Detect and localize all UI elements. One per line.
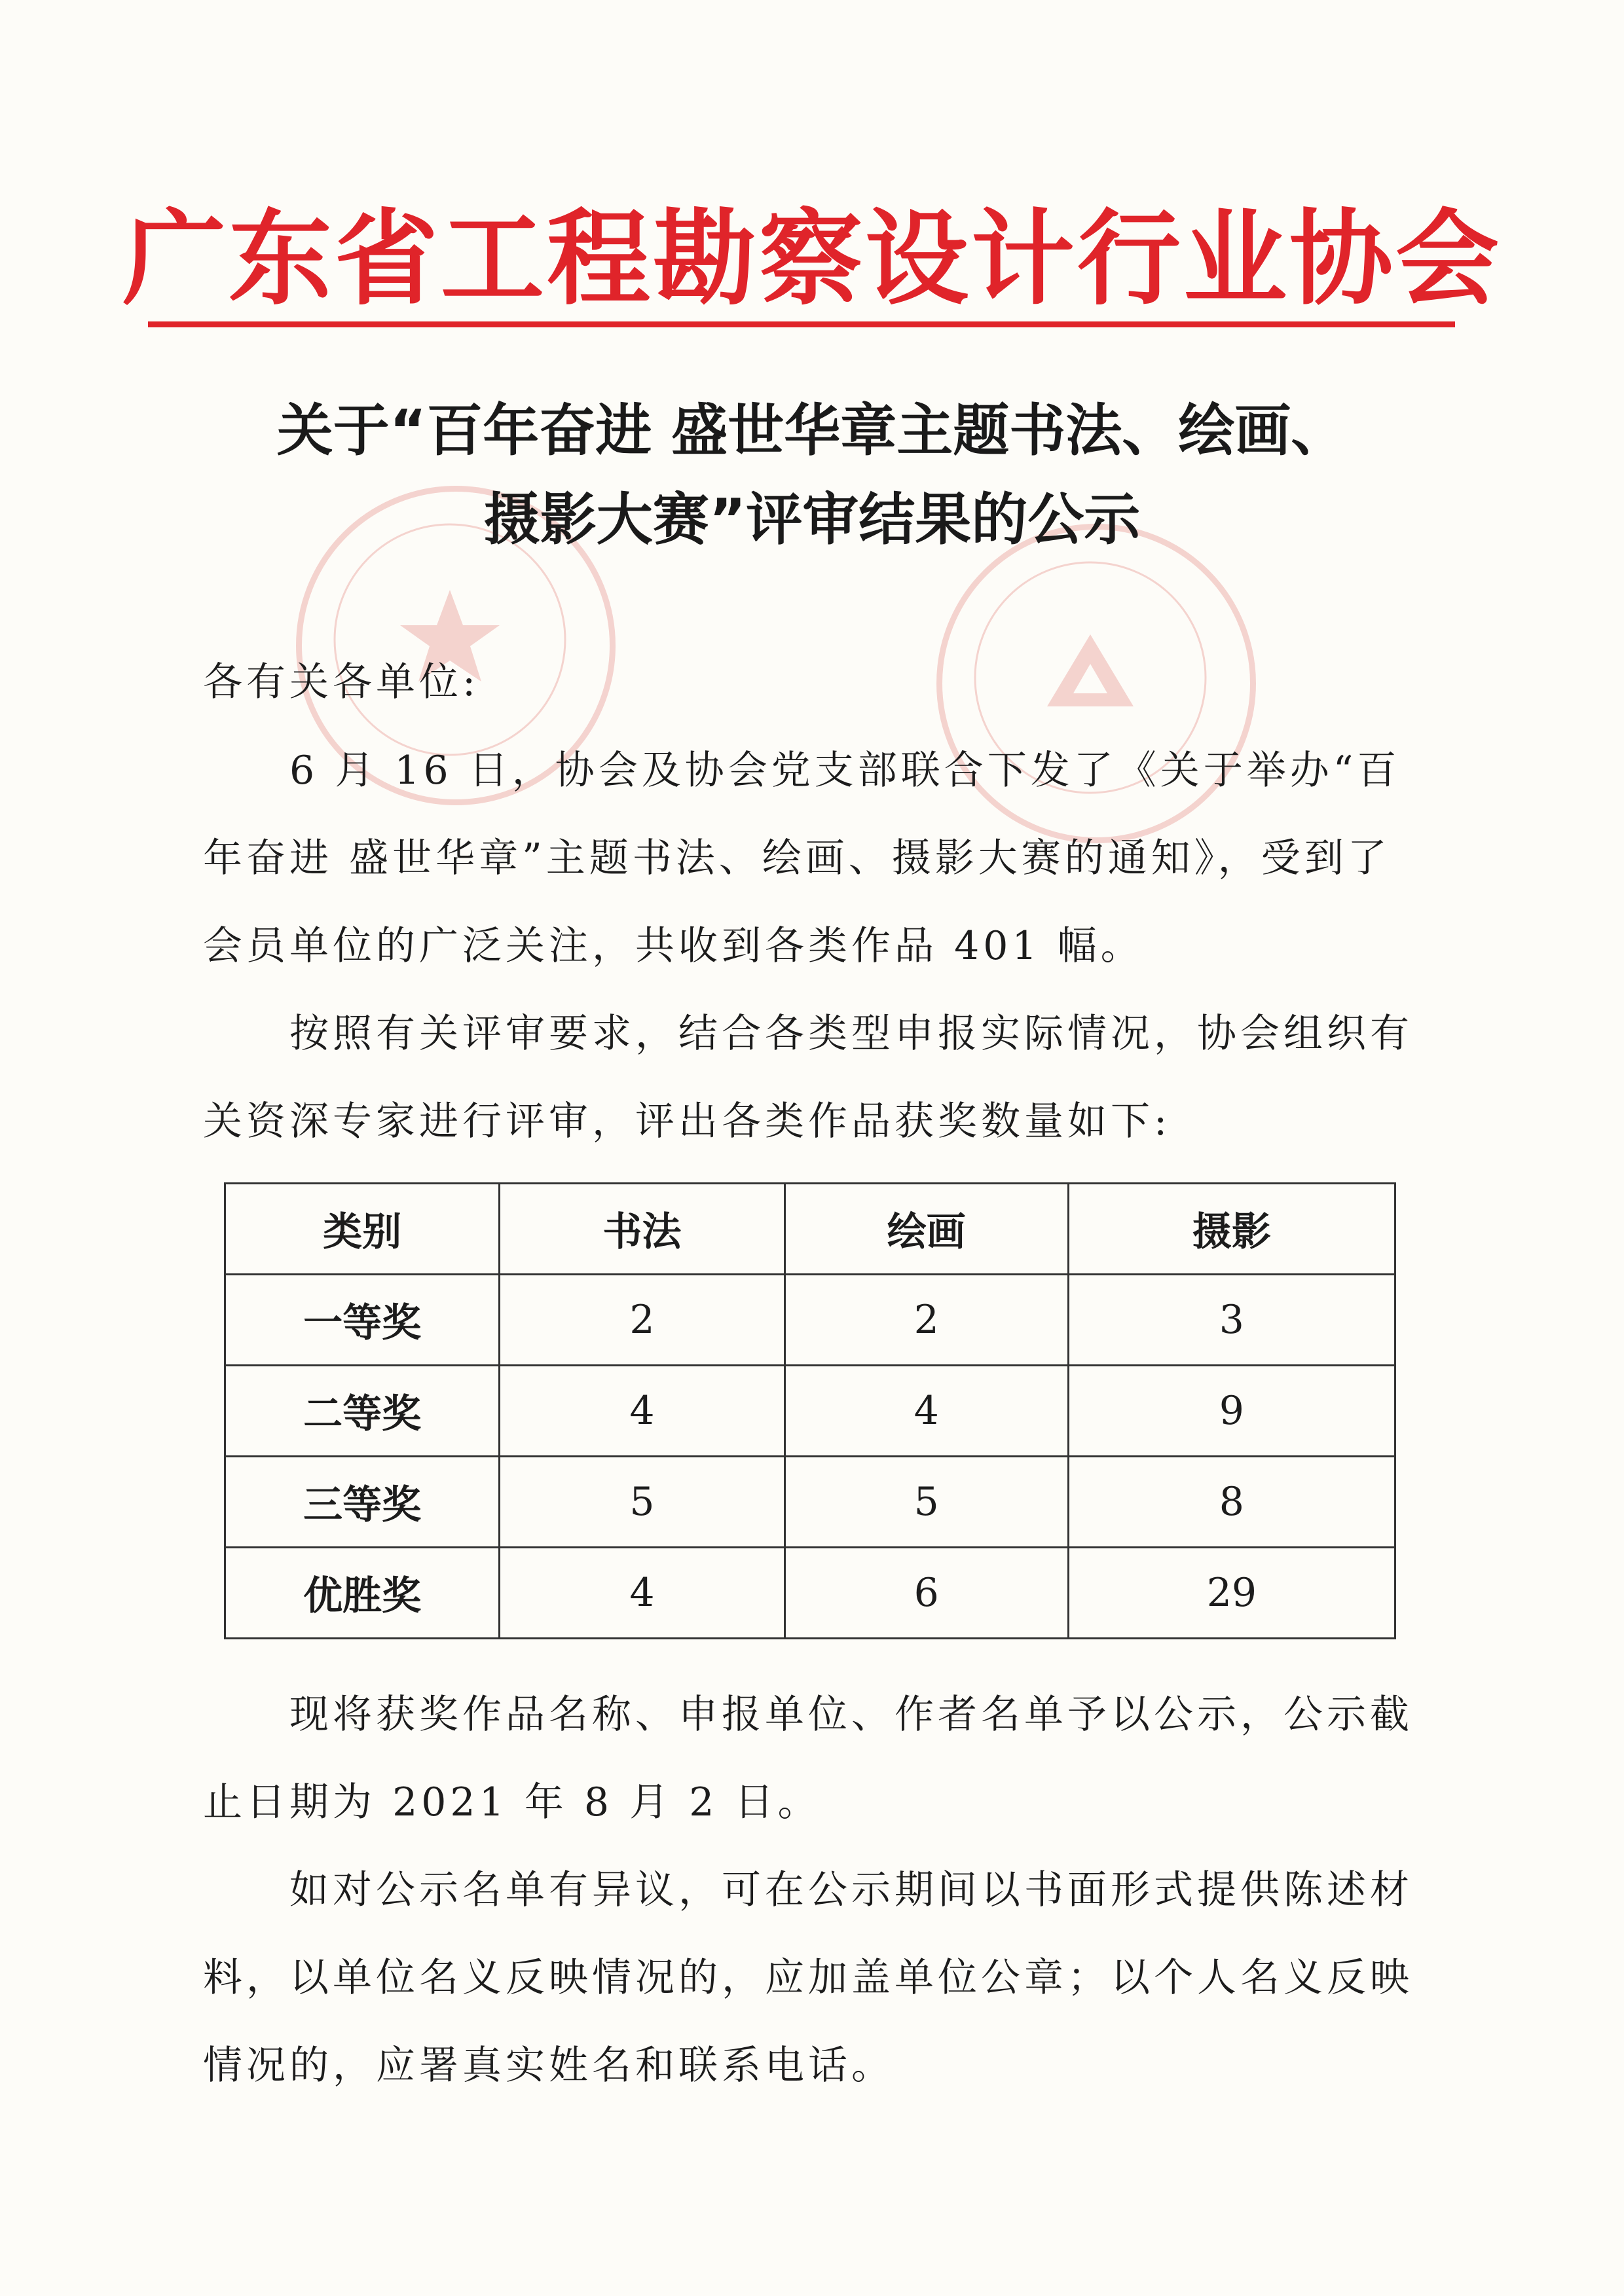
table-cell: 5 [500,1457,784,1548]
column-header-painting: 绘画 [784,1184,1068,1275]
letterhead-org-name: 广东省工程勘察设计行业协会 [122,199,1502,319]
paragraph-announcement: 6 月 16 日，协会及协会党支部联合下发了《关于举办“百年奋进 盛世华章”主题书法、绘画、摄影大赛的通知》，受到了会员单位的广泛关注，共收到各类作品 401 幅。 [203,748,1401,969]
table-cell: 8 [1068,1457,1395,1548]
table-cell: 6 [784,1548,1068,1639]
column-header-category: 类别 [225,1184,500,1275]
table-cell: 4 [500,1366,784,1457]
row-label-first-prize: 一等奖 [225,1275,500,1366]
notice-title-line-2: 摄影大赛”评审结果的公示 [483,487,1141,553]
table-cell: 5 [784,1457,1068,1548]
paragraph-review: 按照有关评审要求，结合各类型申报实际情况，协会组织有关资深专家进行评审，评出各类作品获奖数量如下: [203,1011,1413,1144]
table-row [225,1457,1395,1548]
row-label-excellence-prize: 优胜奖 [225,1548,500,1639]
table-row [225,1275,1395,1366]
notice-title-line-1: 关于“百年奋进 盛世华章主题书法、绘画、 [276,398,1348,464]
paragraph-objection: 如对公示名单有异议，可在公示期间以书面形式提供陈述材料，以单位名义反映情况的，应加盖单位公章；以个人名义反映情况的，应署真实姓名和联系电话。 [203,1867,1413,2088]
table-cell: 2 [500,1275,784,1366]
table-cell: 9 [1068,1366,1395,1457]
row-label-second-prize: 二等奖 [225,1366,500,1457]
column-header-photography: 摄影 [1068,1184,1395,1275]
table-cell: 29 [1068,1548,1395,1639]
column-header-calligraphy: 书法 [500,1184,784,1275]
table-cell: 4 [784,1366,1068,1457]
table-cell: 2 [784,1275,1068,1366]
table-row [225,1366,1395,1457]
letterhead-red-rule [148,321,1455,327]
notice-title [0,386,1624,564]
table-cell: 3 [1068,1275,1395,1366]
table-cell: 4 [500,1548,784,1639]
table-row [225,1548,1395,1639]
paragraph-publicity-period: 现将获奖作品名称、申报单位、作者名单予以公示，公示截止日期为 2021 年 8 月 2 日。 [203,1692,1413,1825]
salutation: 各有关各单位: [203,659,480,705]
awards-count-table [224,1182,1396,1639]
row-label-third-prize: 三等奖 [225,1457,500,1548]
table-header-row [225,1184,1395,1275]
